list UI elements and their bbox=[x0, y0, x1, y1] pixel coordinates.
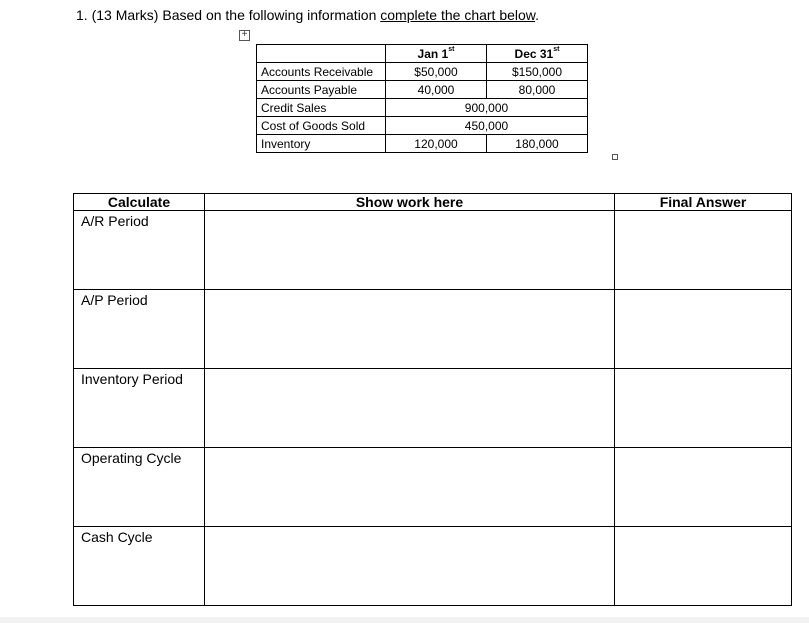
info-row-label: Accounts Receivable bbox=[257, 63, 386, 81]
info-header-jan: Jan 1st bbox=[386, 45, 487, 63]
info-row bbox=[257, 135, 588, 153]
info-header-blank bbox=[257, 45, 386, 63]
answer-cell[interactable] bbox=[615, 290, 792, 369]
info-row bbox=[257, 99, 588, 117]
work-cell[interactable] bbox=[205, 527, 615, 606]
info-row bbox=[257, 63, 588, 81]
info-row-label: Inventory bbox=[257, 135, 386, 153]
info-row-dec: 80,000 bbox=[487, 81, 588, 99]
work-cell[interactable] bbox=[205, 290, 615, 369]
table-resize-icon[interactable] bbox=[612, 154, 618, 160]
info-header-row bbox=[257, 45, 588, 63]
info-row-jan: 120,000 bbox=[386, 135, 487, 153]
work-cell[interactable] bbox=[205, 369, 615, 448]
info-row-jan: 40,000 bbox=[386, 81, 487, 99]
header-calculate: Calculate bbox=[74, 194, 205, 211]
work-row-operating-cycle bbox=[74, 448, 792, 527]
header-show-work: Show work here bbox=[205, 194, 615, 211]
row-label: Inventory Period bbox=[74, 369, 205, 448]
info-row bbox=[257, 117, 588, 135]
info-header-dec: Dec 31st bbox=[487, 45, 588, 63]
work-cell[interactable] bbox=[205, 448, 615, 527]
info-row-span-value: 450,000 bbox=[386, 117, 588, 135]
info-row-label: Accounts Payable bbox=[257, 81, 386, 99]
work-row-ap-period bbox=[74, 290, 792, 369]
info-row-dec: $150,000 bbox=[487, 63, 588, 81]
work-row-cash-cycle bbox=[74, 527, 792, 606]
row-label: A/R Period bbox=[74, 211, 205, 290]
info-row-label: Cost of Goods Sold bbox=[257, 117, 386, 135]
work-row-inventory-period bbox=[74, 369, 792, 448]
question-text bbox=[76, 7, 539, 23]
answer-cell[interactable] bbox=[615, 211, 792, 290]
question-prefix: 1. (13 Marks) Based on the following information bbox=[76, 7, 381, 23]
info-row-span-value: 900,000 bbox=[386, 99, 588, 117]
work-row-ar-period bbox=[74, 211, 792, 290]
info-row bbox=[257, 81, 588, 99]
answer-cell[interactable] bbox=[615, 448, 792, 527]
table-move-icon[interactable]: + bbox=[239, 30, 250, 41]
question-suffix: . bbox=[535, 7, 540, 23]
work-table bbox=[73, 193, 792, 606]
answer-cell[interactable] bbox=[615, 369, 792, 448]
row-label: Operating Cycle bbox=[74, 448, 205, 527]
row-label: Cash Cycle bbox=[74, 527, 205, 606]
info-row-jan: $50,000 bbox=[386, 63, 487, 81]
page-bottom-edge bbox=[0, 617, 809, 623]
info-row-label: Credit Sales bbox=[257, 99, 386, 117]
question-underlined: complete the chart below bbox=[380, 7, 536, 23]
header-final-answer: Final Answer bbox=[615, 194, 792, 211]
work-cell[interactable] bbox=[205, 211, 615, 290]
info-table bbox=[256, 44, 588, 153]
row-label: A/P Period bbox=[74, 290, 205, 369]
answer-cell[interactable] bbox=[615, 527, 792, 606]
work-header-row bbox=[74, 194, 792, 211]
info-row-dec: 180,000 bbox=[487, 135, 588, 153]
